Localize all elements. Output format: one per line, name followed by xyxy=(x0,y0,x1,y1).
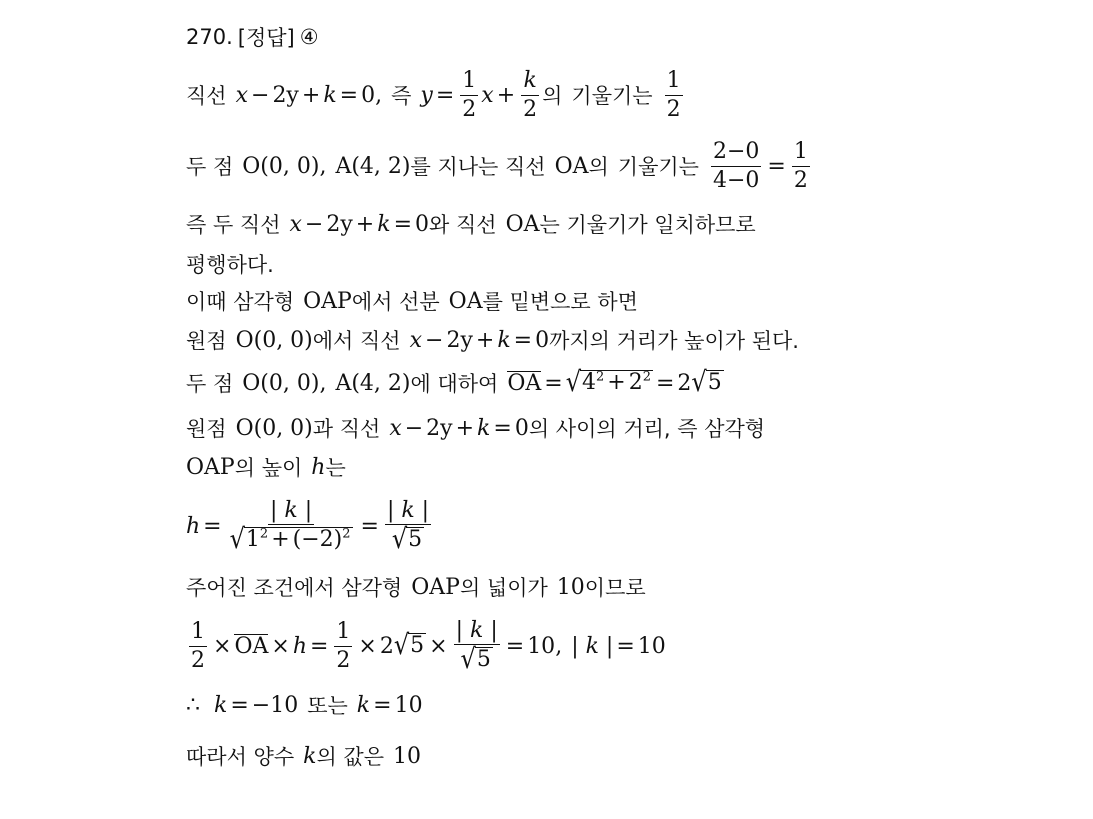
line-distance-desc: 원점 O(0, 0) 과 직선 x − 2y + k = 0 의 사이의 거리, 즉 삼각형 xyxy=(186,415,766,441)
fraction: $\frac{1}{2}$ xyxy=(462,68,477,122)
fraction: $\frac{2-0}{4-0}$ xyxy=(712,139,760,193)
answer-label: [정답] xyxy=(237,26,295,50)
fraction: | k | √ $1^2 + (-2)^2$ xyxy=(229,498,351,556)
fraction: | k | √ 5 xyxy=(455,618,498,676)
problem-header xyxy=(186,22,319,52)
line-height-h: OAP 의 높이 h 는 xyxy=(186,454,346,480)
fraction: | k | √ 5 xyxy=(386,498,430,556)
fraction: $\frac{1}{2}$ xyxy=(666,68,681,122)
line-parallel-reason: 즉 두 직선 x − 2y + k = 0 와 직선 OA 는 기울기가 일치하므로 xyxy=(186,211,756,237)
line-length-OA: 두 점 O(0, 0) , A(4, 2) 에 대하여 OA = √ $4^2 + 2^2$ = 2 √ 5 xyxy=(186,366,722,399)
fraction: $\frac{1}{2}$ xyxy=(793,139,808,193)
line-base-OA: 이때 삼각형 OAP 에서 선분 OA 를 밑변으로 하면 xyxy=(186,288,638,314)
line-area-condition: 주어진 조건에서 삼각형 OAP 의 넓이가 10 이므로 xyxy=(186,574,646,600)
fraction: $\frac{1}{2}$ xyxy=(336,619,351,673)
fraction: $\frac{1}{2}$ xyxy=(191,619,205,673)
line-conclusion: 따라서 양수 k 의 값은 10 xyxy=(186,743,421,769)
problem-number: 270. xyxy=(186,25,233,49)
line-k-solutions: ∴ k = −10 또는 k = 10 xyxy=(186,692,423,718)
line-parallel: 평행하다. xyxy=(186,253,274,277)
line-slope-of-OA: 두 점 O(0, 0) , A(4, 2) 를 지나는 직선 OA 의 기울기는 $\frac{2-0}{4-0}$ = $\frac{1}{2}$ xyxy=(186,139,808,193)
fraction: $\frac{k}{2}$ xyxy=(523,68,538,122)
answer-mark: ④ xyxy=(299,25,319,49)
line-area-equation: $\frac{1}{2}$ × OA × h = $\frac{1}{2}$ × 2 √ 5 × | k | √ 5 = 10 , | k | = 10 xyxy=(191,618,666,676)
square-root: √ 5 xyxy=(691,366,722,399)
line-height-formula: h = | k | √ $1^2 + (-2)^2$ = | k | √ 5 xyxy=(186,498,430,556)
segment-OA: OA xyxy=(507,371,542,396)
square-root: √ $4^2 + 2^2$ xyxy=(565,366,651,399)
line-height-definition: 원점 O(0, 0) 에서 직선 x − 2y + k = 0 까지의 거리가 높이가 된다. xyxy=(186,327,799,353)
line-slope-of-line: 직선 x − 2y + k = 0 , 즉 y = $\frac{1}{2}$ x + $\frac{k}{2}$ 의 기울기는 $\frac{1}{2}$ xyxy=(186,68,681,122)
